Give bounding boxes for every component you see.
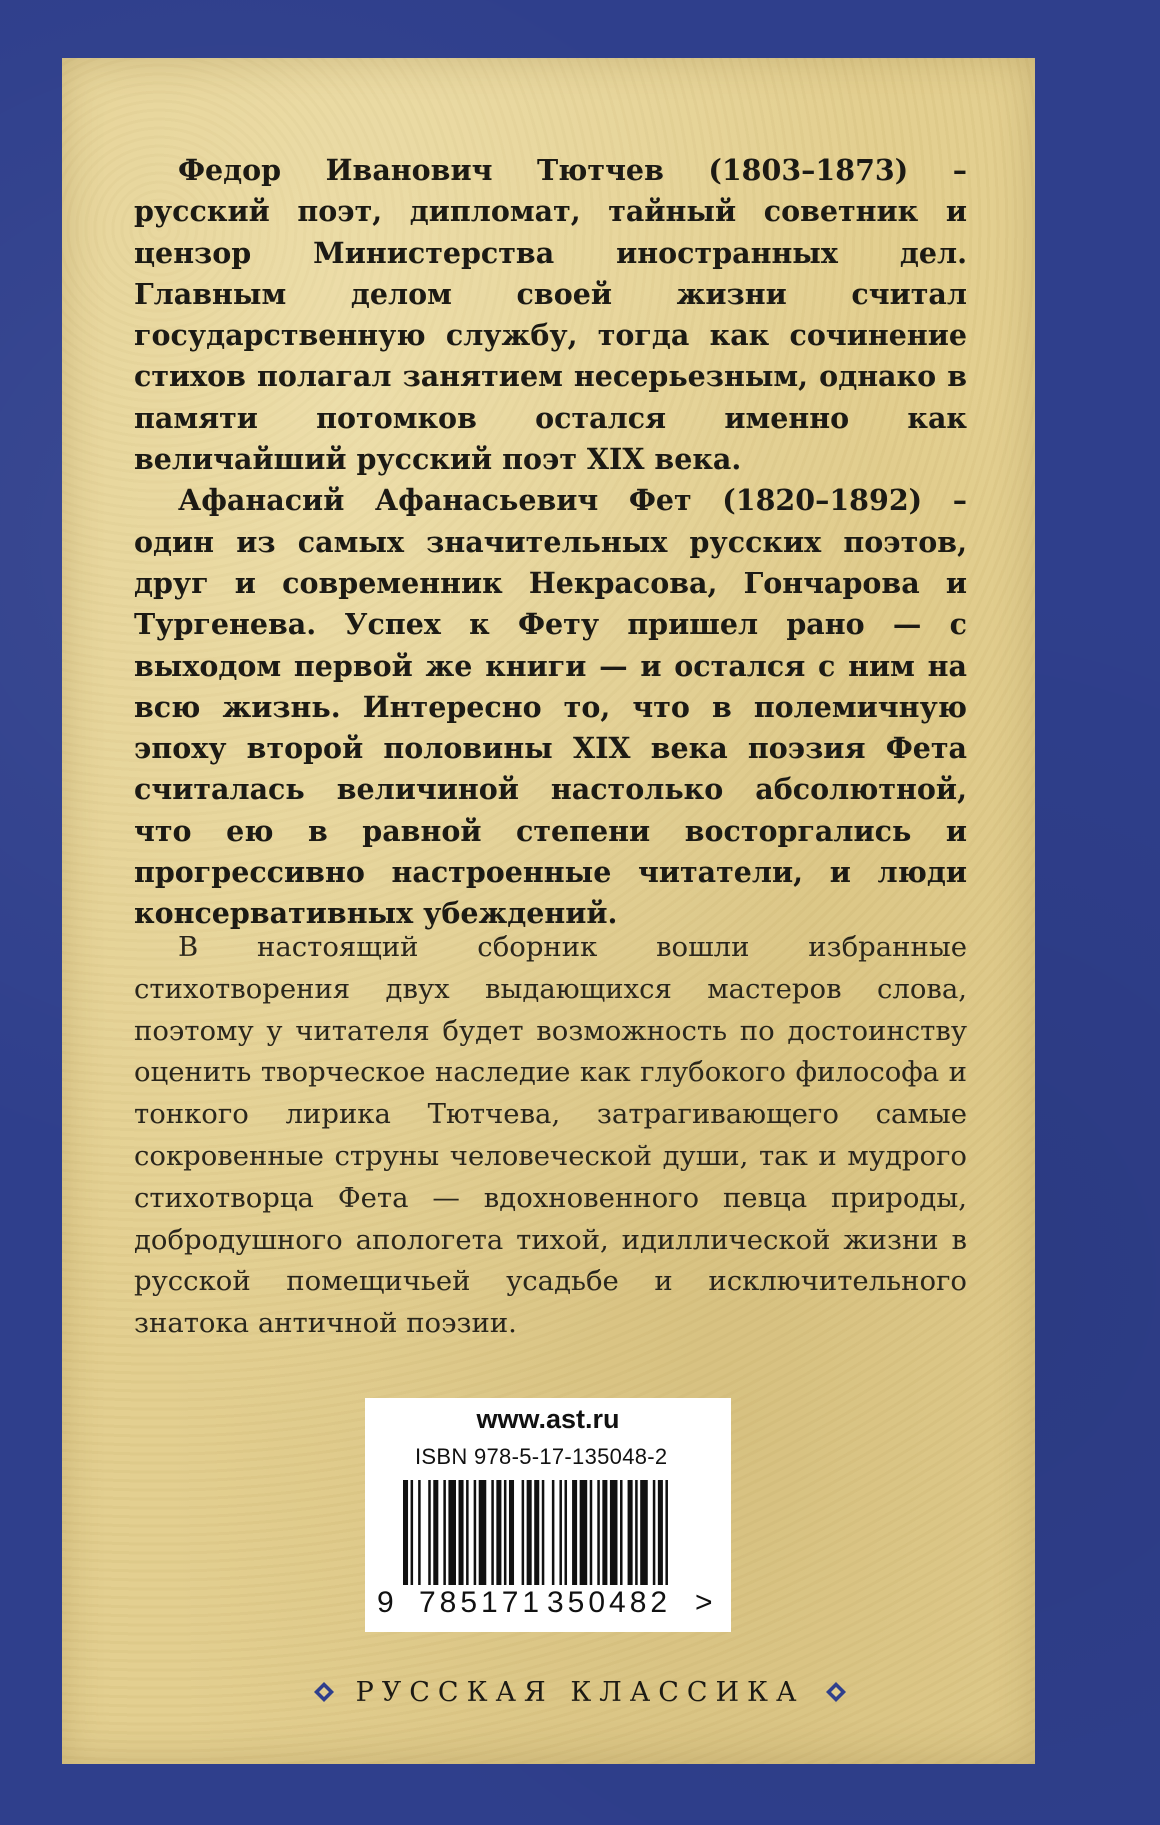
barcode-bar — [428, 1480, 431, 1585]
barcode-bar — [552, 1480, 555, 1585]
barcode-digits — [375, 1586, 721, 1626]
barcode-group-2: 350482 — [547, 1586, 672, 1619]
diamond-ornament-icon — [314, 1682, 334, 1702]
barcode-bar — [527, 1480, 532, 1585]
publisher-website: www.ast.ru — [476, 1404, 620, 1434]
barcode-bar — [433, 1480, 438, 1585]
bio-fet: Афанасий Афанасьевич Фет (1820–1892) – один из самых значительных русских поэтов, друг и современник Некрасова, Гончарова и Тургенева. Успех к Фету пришел рано — с выходом первой же книги — и остался с ним на всю жизнь. Интересно то, что в полемичную эпоху второй половины XIX века поэзия Фета считалась величиной настолько абсолютной, что ею в равной степени восторгались и прогрессивно настроенные читатели, и люди консервативных убеждений. — [134, 483, 967, 931]
barcode-bar — [653, 1480, 656, 1585]
barcode-bar — [640, 1480, 648, 1585]
author-bios — [134, 150, 967, 935]
barcode-bar — [620, 1480, 623, 1585]
barcode-bar — [572, 1480, 577, 1585]
barcode-bar — [522, 1480, 525, 1585]
barcode-bar — [610, 1480, 618, 1585]
barcode-bar — [504, 1480, 507, 1585]
barcode-quiet-zone-marker: > — [695, 1586, 713, 1619]
series-line — [0, 1672, 1160, 1712]
barcode-bar — [509, 1480, 514, 1585]
barcode-bar — [443, 1480, 446, 1585]
barcode-bar — [534, 1480, 539, 1585]
barcode-bar — [448, 1480, 456, 1585]
barcode-bar — [418, 1480, 421, 1585]
barcode-bar — [542, 1480, 545, 1585]
summary-text: В настоящий сборник вошли избранные стихотворения двух выдающихся мастеров слова, поэтому у читателя будет возможность по достоинству оценить творческое наследие как глубокого философа и тонкого лирика Тютчева, затрагивающего самые сокровенные струны человеческой души, так и мудрого стихотворца Фета — вдохновенного певца природы, добродушного апологета тихой, идиллической жизни в русской помещичьей усадьбе и исключительного знатока античной поэзии. — [134, 931, 967, 1340]
barcode-bar — [411, 1480, 414, 1585]
barcode-bars — [403, 1480, 673, 1585]
collection-summary — [134, 927, 967, 1345]
barcode-lead-digit: 9 — [377, 1586, 394, 1619]
barcode-bar — [565, 1480, 568, 1585]
series-title: РУССКАЯ КЛАССИКА — [355, 1676, 805, 1708]
barcode-bar — [496, 1480, 501, 1585]
barcode-bar — [559, 1480, 562, 1585]
barcode-bar — [658, 1480, 663, 1585]
barcode-bar — [403, 1480, 408, 1585]
bio-tyutchev: Федор Иванович Тютчев (1803–1873) – русский поэт, дипломат, тайный советник и цензор Министерства иностранных дел. Главным делом своей жизни считал государственную службу, тогда как сочинение стихов полагал занятием несерьезным, однако в памяти потомков остался именно как величайший русский поэт XIX века. — [134, 153, 967, 477]
barcode-bar — [597, 1480, 600, 1585]
barcode-bar — [491, 1480, 494, 1585]
diamond-ornament-icon — [826, 1682, 846, 1702]
barcode-block — [365, 1398, 731, 1632]
isbn-label: ISBN 978-5-17-135048-2 — [415, 1444, 668, 1469]
barcode-bar — [466, 1480, 469, 1585]
barcode-bar — [635, 1480, 638, 1585]
barcode-bar — [479, 1480, 487, 1585]
barcode-bar — [580, 1480, 588, 1585]
barcode-group-1: 785171 — [419, 1586, 544, 1619]
barcode-bar — [602, 1480, 607, 1585]
barcode-bar — [474, 1480, 477, 1585]
barcode-bar — [590, 1480, 593, 1585]
barcode-bar — [665, 1480, 668, 1585]
barcode-bar — [628, 1480, 633, 1585]
barcode-bar — [459, 1480, 464, 1585]
